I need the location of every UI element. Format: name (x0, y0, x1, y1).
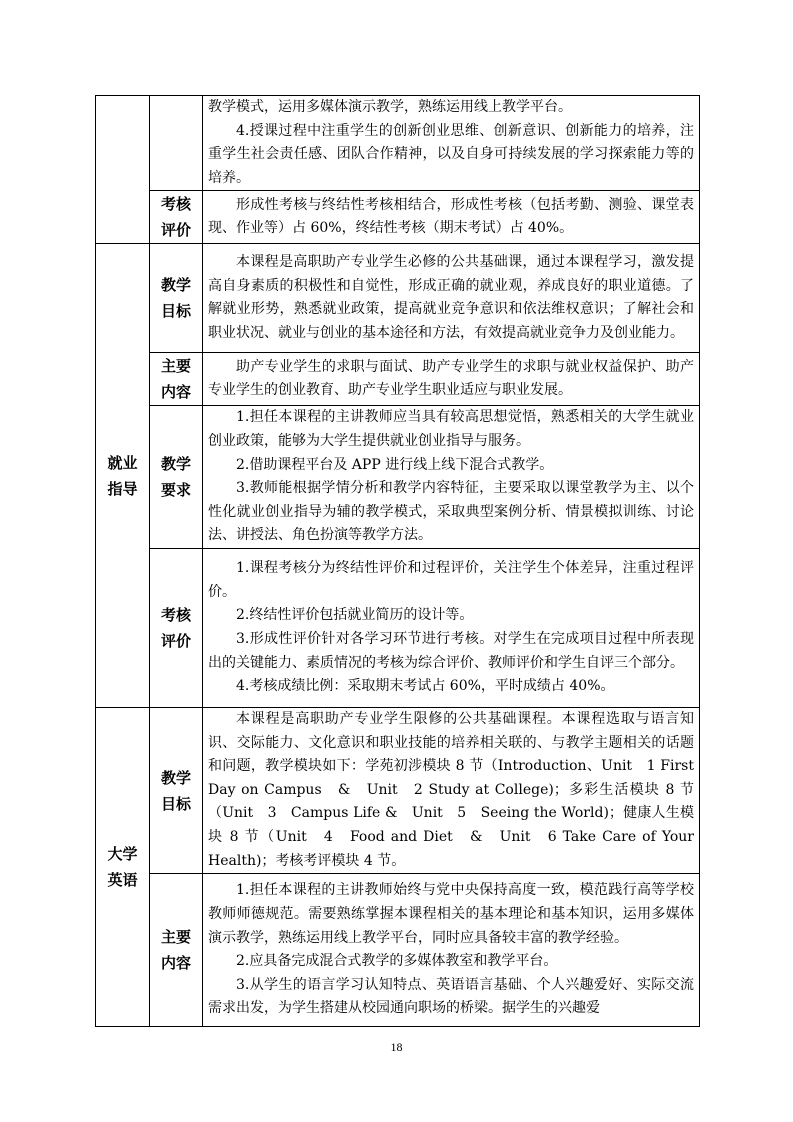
section-label-cell (96, 96, 150, 244)
table-row (96, 548, 700, 707)
paragraph: 4.考核成绩比例：采取期末考试占 60%，平时成绩占 40%。 (236, 678, 615, 695)
subsection-label-cell (150, 96, 203, 191)
paragraph: 4.授课过程中注重学生的创新创业思维、创新意识、创新能力的培养，注重学生社会责任感、团队合作精神，以及自身可持续发展的学习探索能力等的培养。 (208, 122, 694, 186)
content-cell (203, 353, 700, 406)
paragraph: 1.课程考核分为终结性评价和过程评价，关注学生个体差异，注重过程评价。 (208, 560, 694, 600)
label-line: 主要 (160, 928, 191, 947)
label-line: 内容 (160, 954, 191, 973)
subsection-label-cell (150, 353, 203, 406)
paragraph: 2.终结性评价包括就业简历的设计等。 (236, 607, 474, 624)
table-row (96, 707, 700, 873)
content-cell (203, 707, 700, 873)
subsection-label-cell (150, 874, 203, 1027)
subsection-label-cell (150, 707, 203, 873)
table-row (96, 406, 700, 549)
paragraph: 3.教师能根据学情分析和教学内容特征，主要采取以课堂教学为主、以个性化就业创业指导为辅的教学模式，采取典型案例分析、情景模拟训练、讨论法、讲授法、角色扮演等教学方法。 (208, 480, 694, 544)
label-line: 考核 (160, 605, 191, 624)
curriculum-table (95, 95, 700, 1027)
paragraph: 本课程是高职助产专业学生限修的公共基础课程。本课程选取与语言知识、交际能力、文化意识和职业技能的培养相关联的、与教学主题相关的话题和问题，教学模块如下：学苑初涉模块 8 节（Introduction、Unit 1 First Day on Campus & Unit 2 Study at College)；多彩生活模块 8 节（Unit 3 Campus Life & Unit 5 Seeing the World)；健康人生模块 8 节（Unit 4 Food and Diet & Unit 6 Take Care of Your Health)；考核考评模块 4 节。 (208, 710, 694, 869)
paragraph: 1.担任本课程的主讲教师始终与党中央保持高度一致，模范践行高等学校教师师德规范。需要熟练掌握本课程相关的基本理论和基本知识，运用多媒体演示教学，熟练运用线上教学平台，同时应具备较丰富的教学经验。 (208, 882, 694, 946)
content-cell (203, 191, 700, 244)
table-row (96, 353, 700, 406)
table-row (96, 96, 700, 191)
label-line: 大学 (107, 845, 138, 864)
paragraph: 2.应具备完成混合式教学的多媒体教室和教学平台。 (236, 953, 558, 970)
label-line: 考核 (160, 195, 191, 214)
content-cell (203, 874, 700, 1027)
paragraph: 2.借助课程平台及 APP 进行线上线下混合式教学。 (236, 456, 554, 473)
label-line: 要求 (160, 481, 191, 500)
paragraph: 1.担任本课程的主讲教师应当具有较高思想觉悟，熟悉相关的大学生就业创业政策，能够为大学生提供就业创业指导与服务。 (208, 409, 694, 449)
label-line: 评价 (160, 221, 191, 240)
subsection-label-cell (150, 548, 203, 707)
label-line: 主要 (160, 357, 191, 376)
section-label-cell (96, 707, 150, 1026)
label-line: 教学 (160, 276, 191, 295)
label-line: 评价 (160, 631, 191, 650)
subsection-label-cell (150, 244, 203, 353)
paragraph: 形成性考核与终结性考核相结合，形成性考核（包括考勤、测验、课堂表现、作业等）占 60%，终结性考核（期末考试）占 40%。 (208, 196, 694, 237)
label-line: 教学 (160, 768, 191, 787)
paragraph: 教学模式，运用多媒体演示教学，熟练运用线上教学平台。 (208, 99, 572, 115)
paragraph: 助产专业学生的求职与面试、助产专业学生的求职与就业权益保护、助产专业学生的创业教育、助产专业学生职业适应与职业发展。 (208, 358, 694, 399)
label-line: 目标 (160, 302, 191, 321)
label-line: 内容 (160, 383, 191, 402)
subsection-label-cell (150, 191, 203, 244)
page-number: 18 (390, 1040, 403, 1054)
label-line: 就业 (107, 453, 138, 472)
section-label-cell (96, 244, 150, 708)
content-cell (203, 406, 700, 549)
label-line: 目标 (160, 794, 191, 813)
content-cell (203, 96, 700, 191)
table-row (96, 244, 700, 353)
content-cell (203, 244, 700, 353)
content-cell (203, 548, 700, 707)
paragraph: 本课程是高职助产专业学生必修的公共基础课，通过本课程学习，激发提高自身素质的积极性和自觉性，形成正确的就业观，养成良好的职业道德。了解就业形势，熟悉就业政策，提高就业竞争意识和依法维权意识；了解社会和职业状况、就业与创业的基本途径和方法，有效提高就业竞争力及创业能力。 (208, 254, 694, 341)
label-line: 指导 (107, 479, 138, 498)
paragraph: 3.形成性评价针对各学习环节进行考核。对学生在完成项目过程中所表现出的关键能力、素质情况的考核为综合评价、教师评价和学生自评三个部分。 (208, 630, 694, 671)
paragraph: 3.从学生的语言学习认知特点、英语语言基础、个人兴趣爱好、实际交流需求出发，为学生搭建从校园通向职场的桥梁。据学生的兴趣爱 (208, 976, 694, 1017)
label-line: 教学 (160, 455, 191, 474)
table-row (96, 191, 700, 244)
label-line: 英语 (107, 871, 138, 890)
table-row (96, 874, 700, 1027)
subsection-label-cell (150, 406, 203, 549)
